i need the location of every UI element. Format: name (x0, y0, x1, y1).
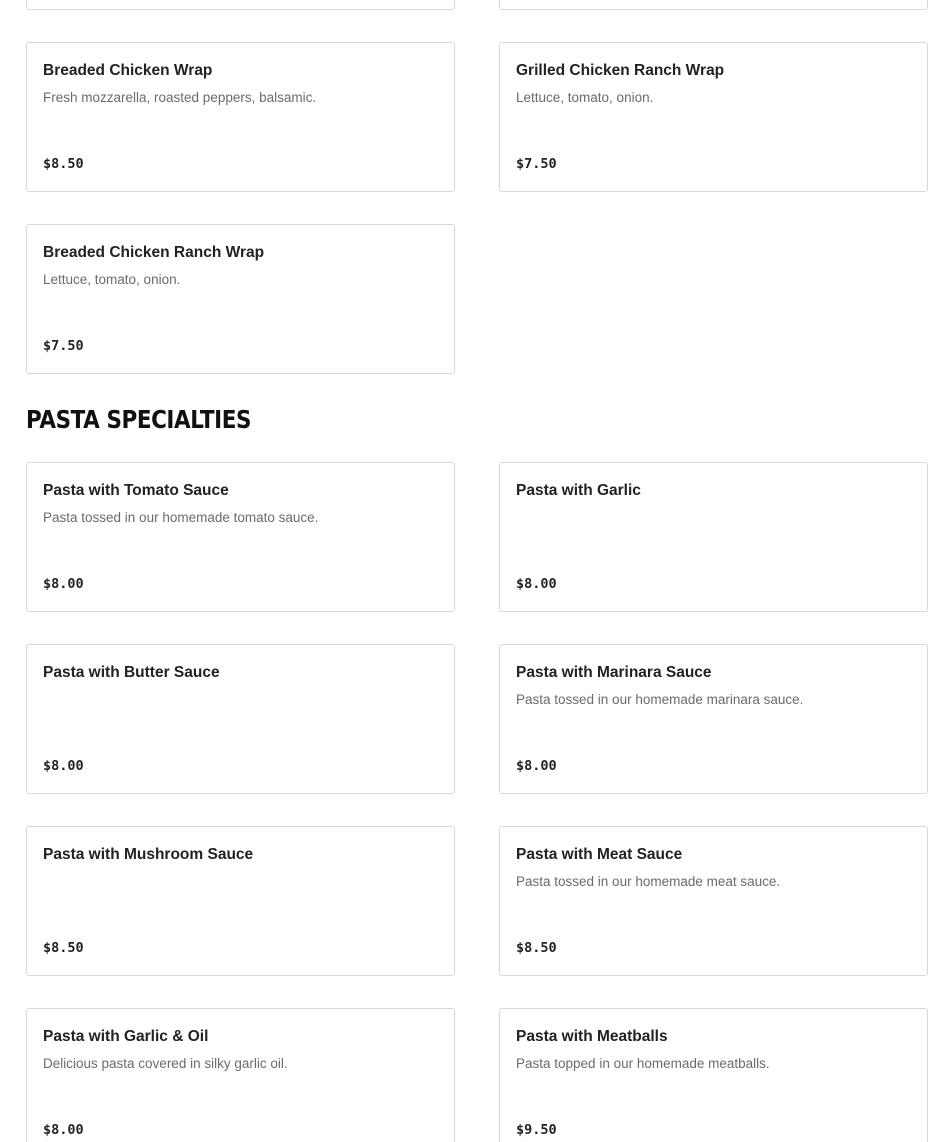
menu-item-price: $9.50 (516, 1122, 557, 1138)
menu-item-price: $8.00 (516, 758, 557, 774)
menu-item-description: Pasta topped in our homemade meatballs. (516, 1056, 770, 1071)
menu-item-card[interactable] (26, 826, 455, 976)
menu-item-price: $7.50 (43, 338, 84, 354)
menu-item-price: $8.50 (43, 156, 84, 172)
menu-item-card[interactable] (499, 462, 928, 612)
menu-item-card[interactable] (499, 1008, 928, 1142)
menu-item-price: $8.00 (43, 576, 84, 592)
menu-item-card[interactable] (499, 0, 928, 10)
menu-item-name: Pasta with Meat Sauce (516, 846, 683, 863)
menu-item-name: Pasta with Marinara Sauce (516, 664, 712, 681)
menu-item-description: Pasta tossed in our homemade marinara sauce. (516, 692, 804, 707)
menu-item-name: Breaded Chicken Ranch Wrap (43, 244, 265, 261)
section-title: PASTA SPECIALTIES (26, 405, 252, 434)
menu-item-price: $8.50 (43, 940, 84, 956)
menu-item-name: Breaded Chicken Wrap (43, 62, 213, 79)
menu-item-card[interactable] (499, 42, 928, 192)
menu-item-card[interactable] (26, 462, 455, 612)
menu-item-name: Pasta with Garlic & Oil (43, 1028, 209, 1045)
menu-item-name: Pasta with Tomato Sauce (43, 482, 229, 499)
menu-item-name: Pasta with Meatballs (516, 1028, 668, 1045)
menu-item-description: Pasta tossed in our homemade meat sauce. (516, 874, 781, 889)
menu-item-card[interactable] (499, 644, 928, 794)
menu-item-price: $8.00 (516, 576, 557, 592)
menu-item-description: Lettuce, tomato, onion. (516, 90, 654, 105)
menu-item-card[interactable] (26, 42, 455, 192)
menu-item-price: $8.00 (43, 758, 84, 774)
menu-item-name: Pasta with Mushroom Sauce (43, 846, 254, 863)
menu-item-description: Delicious pasta covered in silky garlic oil. (43, 1056, 288, 1071)
menu-item-description: Fresh mozzarella, roasted peppers, balsamic. (43, 90, 317, 105)
menu-item-price: $8.50 (516, 940, 557, 956)
menu-item-name: Pasta with Butter Sauce (43, 664, 220, 681)
menu-item-card[interactable] (499, 826, 928, 976)
menu-item-price: $8.00 (43, 1122, 84, 1138)
menu-item-description: Lettuce, tomato, onion. (43, 272, 181, 287)
menu-item-card[interactable] (26, 644, 455, 794)
menu-item-price: $7.50 (516, 156, 557, 172)
menu-item-name: Pasta with Garlic (516, 482, 641, 499)
menu-item-card[interactable] (26, 1008, 455, 1142)
menu-item-name: Grilled Chicken Ranch Wrap (516, 62, 725, 79)
menu-item-description: Pasta tossed in our homemade tomato sauce. (43, 510, 319, 525)
menu-item-card[interactable] (26, 224, 455, 374)
menu-item-card[interactable] (26, 0, 455, 10)
